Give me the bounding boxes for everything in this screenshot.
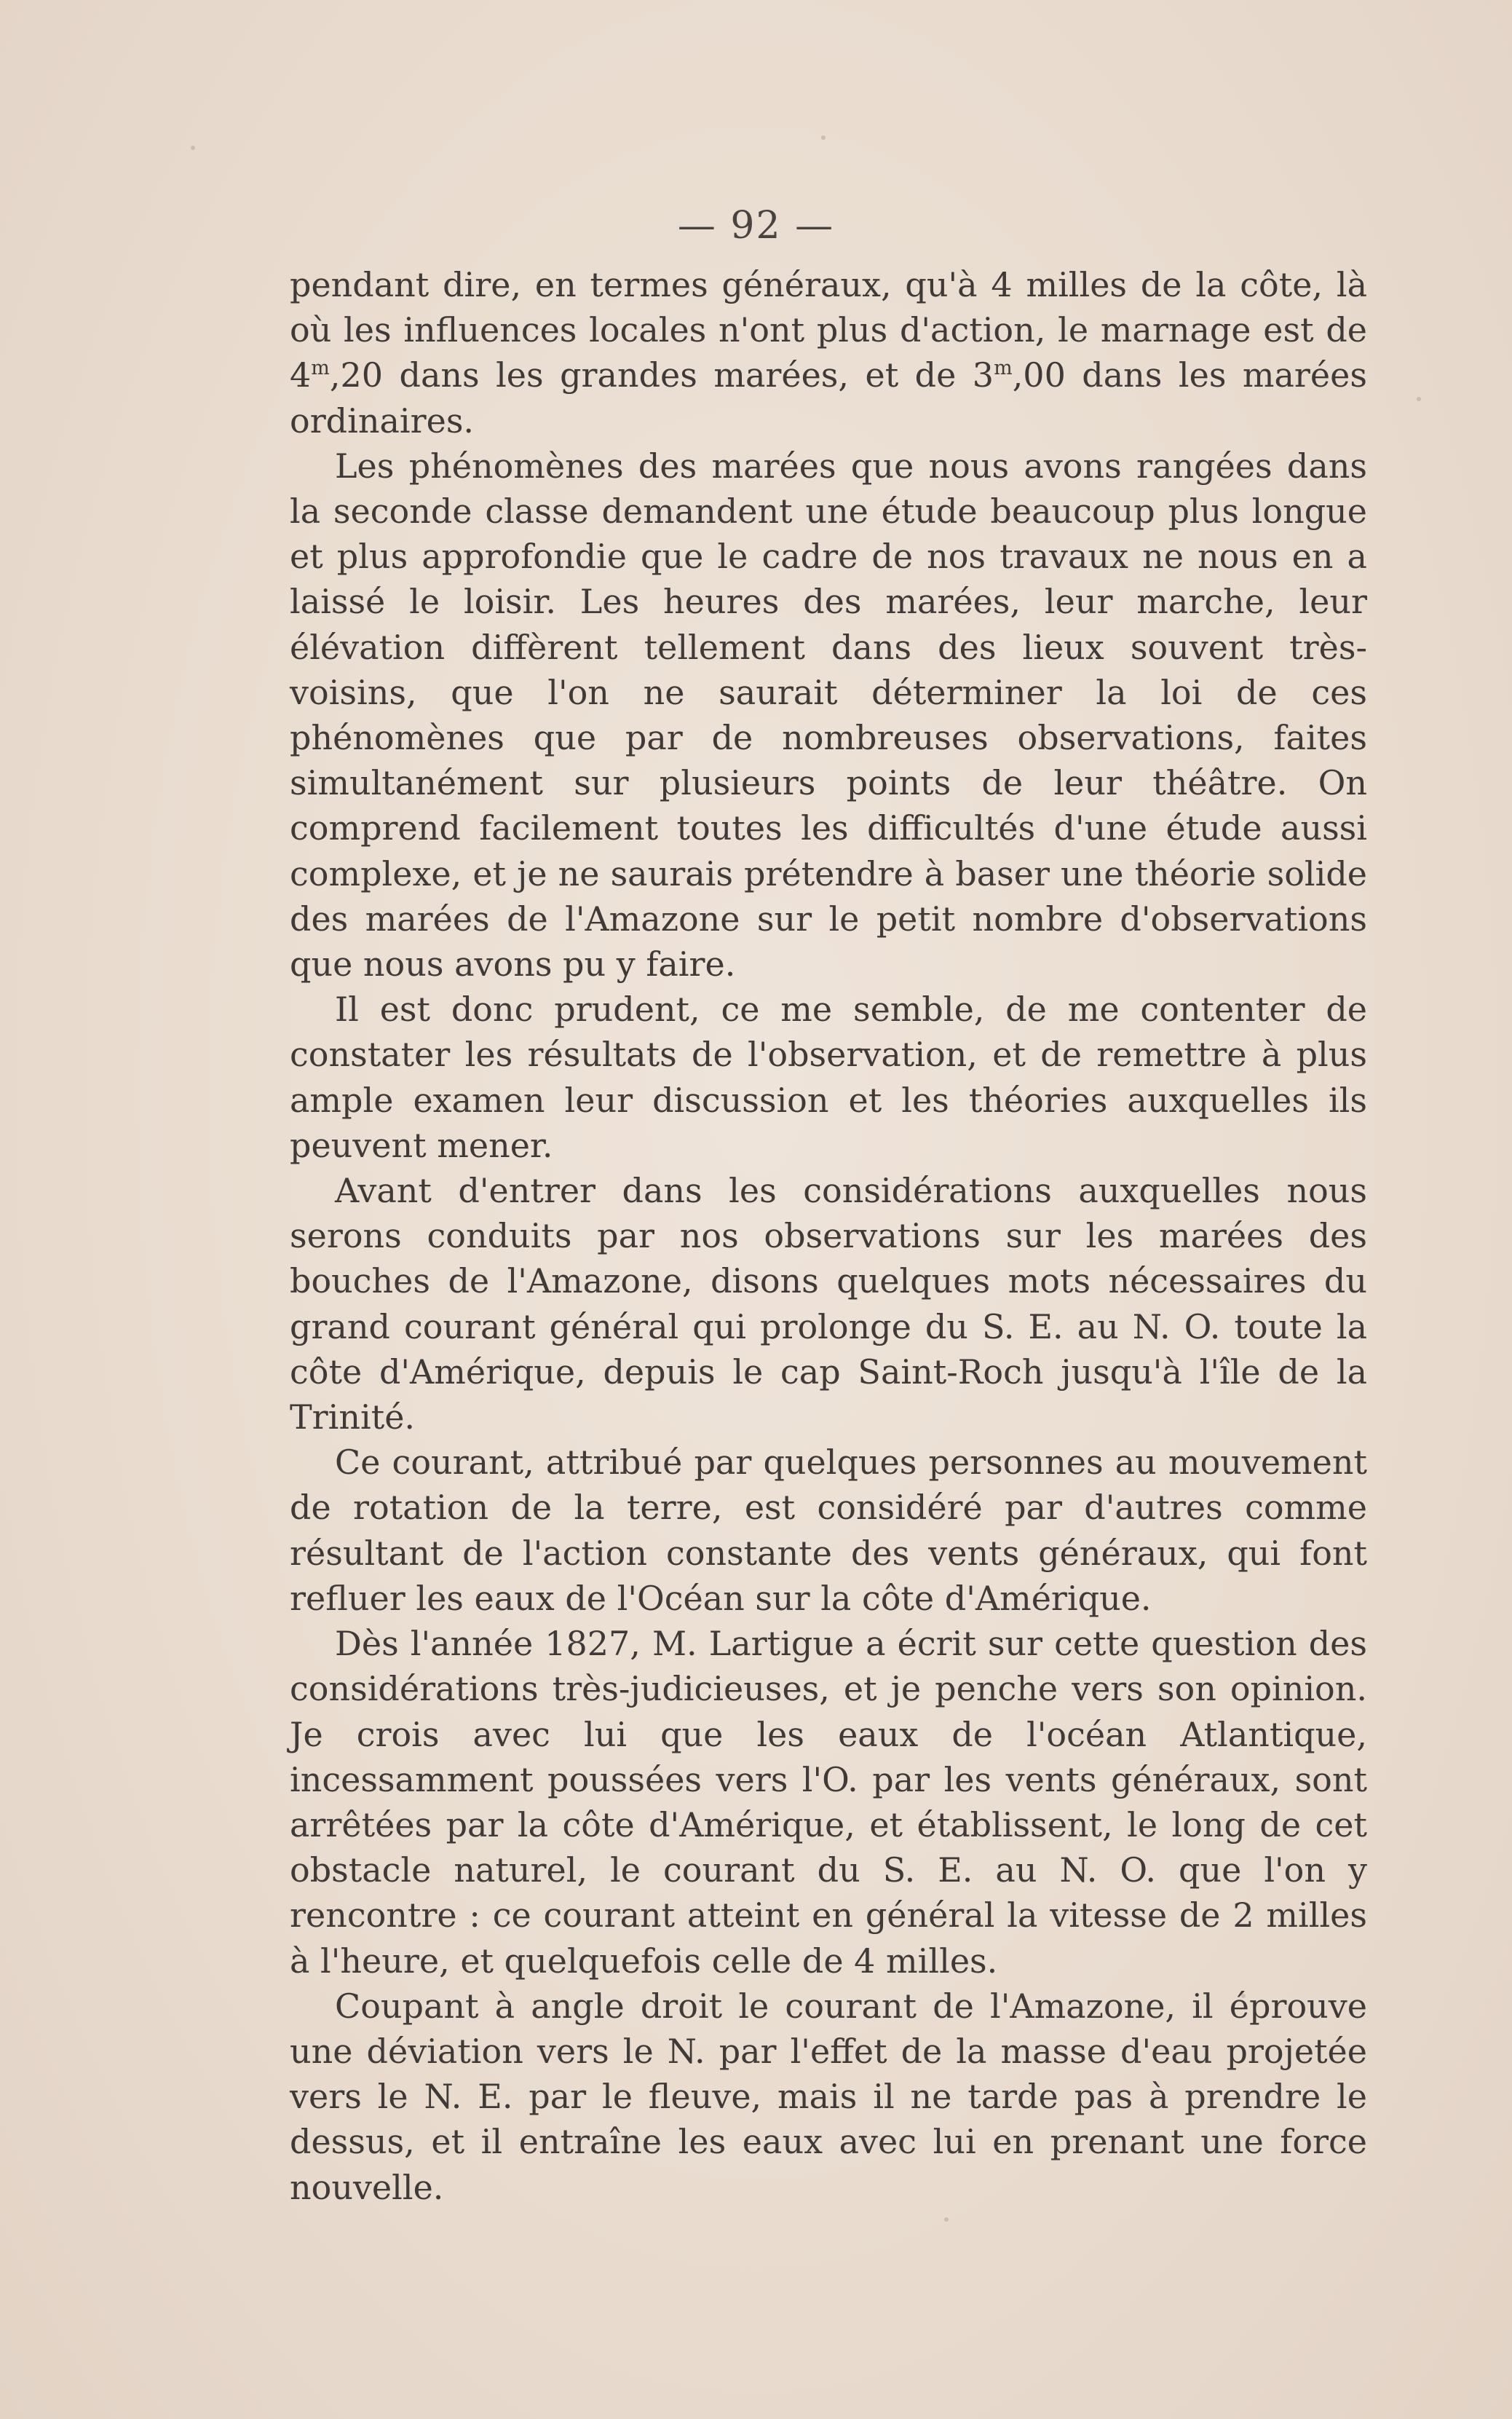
paper-speck <box>191 146 195 150</box>
text-run: ,00 dans les marées ordinaires. <box>290 355 1367 441</box>
paragraph-continued <box>290 262 1367 443</box>
paragraph: Dès l'année 1827, M. Lartigue a écrit sur cette question des considérations très-judicieuses, et je penche vers son opinion. Je crois avec lui que les eaux de l'océan Atlantique, incessamment poussées vers l'O. par les vents généraux, sont arrêtées par la côte d'Amérique, et établissent, le long de cet obstacle naturel, le courant du S. E. au N. O. que l'on y rencontre : ce courant atteint en général la vitesse de 2 milles à l'heure, et quelquefois celle de 4 milles. <box>290 1624 1367 1981</box>
unit-superscript: m <box>311 357 330 380</box>
text-run: ,20 dans les grandes marées, et de 3 <box>329 355 994 395</box>
page-number-header: — 92 — <box>677 204 835 248</box>
paragraph: Les phénomènes des marées que nous avons rangées dans la seconde classe demandent une étude beaucoup plus longue et plus approfondie que le cadre de nos travaux ne nous en a laissé le loisir. Les heures des marées, leur marche, leur élévation diffèrent tellement dans des lieux souvent très-voisins, que l'on ne saurait déterminer la loi de ces phénomènes que par de nombreuses observations, faites simultanément sur plusieurs points de leur théâtre. On comprend facilement toutes les difficultés d'une étude aussi complexe, et je ne saurais prétendre à baser une théorie solide des marées de l'Amazone sur le petit nombre d'observations que nous avons pu y faire. <box>290 446 1367 984</box>
paragraph: Ce courant, attribué par quelques personnes au mouvement de rotation de la terre, est considéré par d'autres comme résultant de l'action constante des vents généraux, qui font refluer les eaux de l'Océan sur la côte d'Amérique. <box>290 1443 1367 1618</box>
paragraph: Il est donc prudent, ce me semble, de me contenter de constater les résultats de l'observation, et de remettre à plus ample examen leur discussion et les théories auxquelles ils peuvent mener. <box>290 990 1367 1165</box>
paragraph: Avant d'entrer dans les considérations auxquelles nous serons conduits par nos observations sur les marées des bouches de l'Amazone, disons quelques mots nécessaires du grand courant général qui prolonge du S. E. au N. O. toute la côte d'Amérique, depuis le cap Saint-Roch jusqu'à l'île de la Trinité. <box>290 1171 1367 1437</box>
unit-superscript: m <box>994 357 1013 380</box>
paper-speck <box>821 135 826 140</box>
text-run: pendant dire, en termes généraux, qu'à 4 milles de la côte, là où les influences locales n'ont plus d'action, le marnage est de 4 <box>290 265 1367 395</box>
paragraph: Coupant à angle droit le courant de l'Amazone, il éprouve une déviation vers le N. par l'effet de la masse d'eau projetée vers le N. E. par le fleuve, mais il ne tarde pas à prendre le dessus, et il entraîne les eaux avec lui en prenant une force nouvelle. <box>290 1986 1367 2207</box>
paper-speck <box>944 2217 949 2222</box>
body-text <box>290 262 1367 2210</box>
paper-speck <box>1417 397 1421 401</box>
